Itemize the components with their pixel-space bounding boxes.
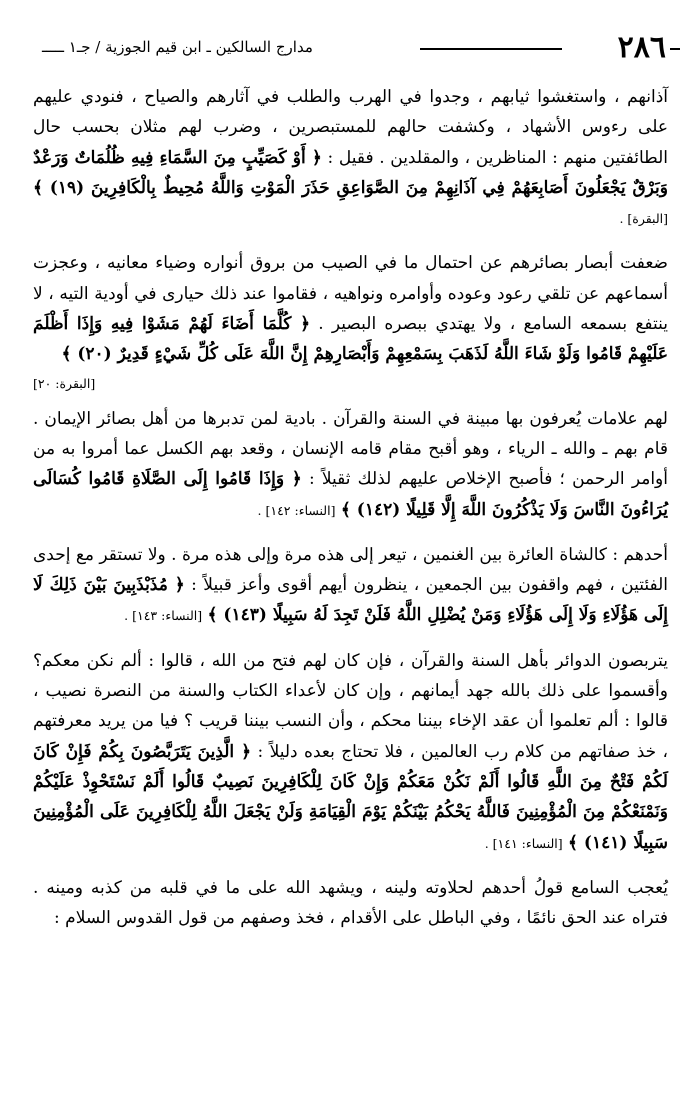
- verse-reference: [البقرة: ٢٠]: [33, 375, 96, 391]
- paragraph-3: [33, 404, 668, 526]
- running-title: مدارج السالكين ـ ابن قيم الجوزية / جـ١ ـــــ: [42, 38, 313, 56]
- page-number: ٢٨٦: [617, 30, 666, 65]
- paragraph-text: يُعجب السامع قولُ أحدهم لحلاوته ولينه ، ويشهد الله على ما في قلبه من كذبه ومينه . فتراه عند الحق نائمًا ، وفي الباطل على الأقدام ، فخذ وصفهم من قول القدوس السلام :: [33, 877, 668, 929]
- paragraph-text: يتربصون الدوائر بأهل السنة والقرآن ، فإن كان لهم فتح من الله ، قالوا : ألم نكن معكم؟ وأقسموا على ذلك بالله جهد أيمانهم ، وإن كان لأعداء الكتاب والسنة من النصرة نصيب ، قالوا : ألم تعلموا أن عقد الإخاء بيننا محكم ، وأن النسب بيننا قريب ؟ فيا من يريد معرفتهم ، خذ صفاتهم من كلام رب العالمين ، فلا تحتاج بعده دليلاً :: [33, 650, 669, 762]
- verse-reference: [النساء: ١٤٢] .: [257, 502, 336, 518]
- header-rule-right: [670, 48, 680, 50]
- quran-verse: ﴿ الَّذِينَ يَتَرَبَّصُونَ بِكُمْ فَإِنْ كَانَ لَكُمْ فَتْحٌ مِنَ اللَّهِ قَالُوا أَلَمْ نَكُنْ مَعَكُمْ وَإِنْ كَانَ لِلْكَافِرِينَ نَصِيبٌ قَالُوا أَلَمْ نَسْتَحْوِذْ عَلَيْكُمْ وَنَمْنَعْكُمْ مِنَ الْمُؤْمِنِينَ فَاللَّهُ يَحْكُمُ بَيْنَكُمْ يَوْمَ الْقِيَامَةِ وَلَنْ يَجْعَلَ اللَّهُ لِلْكَافِرِينَ عَلَى الْمُؤْمِنِينَ سَبِيلًا (١٤١) ﴾: [33, 741, 668, 853]
- paragraph-text: ضعفت أبصار بصائرهم عن احتمال ما في الصيب من بروق أنواره وضياء معانيه ، وعجزت أسماعهم عن تلقي رعود وعوده وأوامره ونواهيه ، فقاموا عند ذلك حيارى في أودية التيه ، لا ينتفع بسمعه السامع ، ولا يهتدي ببصره البصير .: [33, 253, 668, 335]
- verse-reference: [النساء: ١٤١] .: [484, 835, 563, 851]
- quran-verse: ﴿ أَوْ كَصَيِّبٍ مِنَ السَّمَاءِ فِيهِ ظُلُمَاتٌ وَرَعْدٌ وَبَرْقٌ يَجْعَلُونَ أَصَابِعَهُمْ فِي آذَانِهِمْ مِنَ الصَّوَاعِقِ حَذَرَ الْمَوْتِ وَاللَّهُ مُحِيطٌ بِالْكَافِرِينَ (١٩) ﴾: [33, 147, 668, 198]
- paragraph-2: [33, 248, 668, 369]
- page-header: [20, 30, 680, 66]
- paragraph-4: [33, 540, 668, 632]
- header-rule-middle: [420, 48, 562, 50]
- paragraph-1: [33, 82, 668, 234]
- quran-verse: ﴿ وَإِذَا قَامُوا إِلَى الصَّلَاةِ قَامُوا كُسَالَى يُرَاءُونَ النَّاسَ وَلَا يَذْكُرُونَ اللَّهَ إِلَّا قَلِيلًا (١٤٢) ﴾: [33, 469, 668, 520]
- page-body: [33, 82, 668, 933]
- paragraph-6: [33, 873, 668, 934]
- paragraph-text: آذانهم ، واستغشوا ثيابهم ، وجدوا في الهرب والطلب في آثارهم والصياح ، فنودي عليهم على رءوس الأشهاد ، وكشفت حالهم للمستبصرين ، وضرب لهم مثلان بحسب حال الطائفتين منهم : المناظرين ، والمقلدين . فقيل :: [33, 87, 669, 168]
- paragraph-text: لهم علامات يُعرفون بها مبينة في السنة والقرآن . بادية لمن تدبرها من أهل بصائر الإيمان . قام بهم ـ والله ـ الرياء ، وهو أقبح مقام قامه الإنسان ، وقعد بهم الكسل عما أمروا به من أوامر الرحمن ؛ فأصبح الإخلاص عليهم لذلك ثقيلاً :: [33, 408, 668, 490]
- quran-verse: ﴿ مُذَبْذَبِينَ بَيْنَ ذَلِكَ لَا إِلَى هَؤُلَاءِ وَلَا إِلَى هَؤُلَاءِ وَمَنْ يُضْلِلِ اللَّهُ فَلَنْ تَجِدَ لَهُ سَبِيلًا (١٤٣) ﴾: [33, 575, 668, 626]
- verse-reference: [البقرة] .: [619, 211, 668, 227]
- quran-verse: ﴿ كُلَّمَا أَضَاءَ لَهُمْ مَشَوْا فِيهِ وَإِذَا أَظْلَمَ عَلَيْهِمْ قَامُوا وَلَوْ شَاءَ اللَّهُ لَذَهَبَ بِسَمْعِهِمْ وَأَبْصَارِهِمْ إِنَّ اللَّهَ عَلَى كُلِّ شَيْءٍ قَدِيرٌ (٢٠) ﴾: [33, 314, 668, 365]
- paragraph-5: [33, 646, 668, 859]
- verse-reference: [النساء: ١٤٣] .: [124, 608, 203, 624]
- paragraph-text: أحدهم : كالشاة العائرة بين الغنمين ، تيعر إلى هذه مرة وإلى هذه مرة . ولا تستقر مع إحدى الفئتين ، فهم واقفون بين الجمعين ، ينظرون أيهم أقوى وأعز قبيلاً :: [33, 544, 669, 596]
